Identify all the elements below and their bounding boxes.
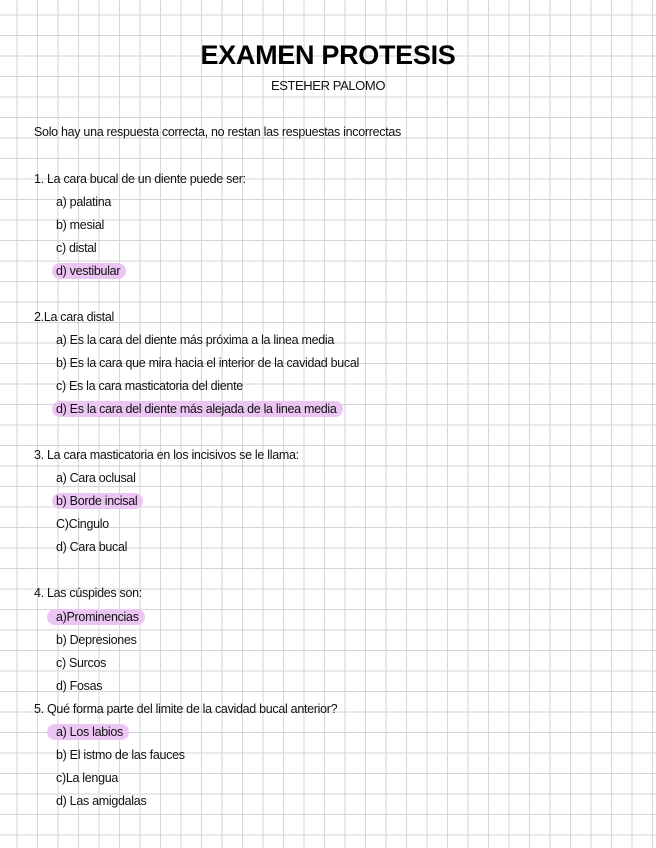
question-3-option-c[interactable]: [56, 516, 109, 532]
exam-author: ESTEHER PALOMO: [270, 78, 386, 93]
question-2-option-c[interactable]: [56, 378, 243, 394]
question-3-option-a[interactable]: [56, 470, 136, 486]
question-1-option-b[interactable]: [56, 217, 104, 233]
option-label: d) Cara bucal: [56, 540, 128, 554]
option-label-highlighted: d) Es la cara del diente más alejada de la linea media: [52, 401, 343, 417]
question-4-option-a[interactable]: [56, 609, 145, 625]
question-4-text: 4. Las cúspides son:: [34, 586, 142, 600]
question-2-option-a[interactable]: [56, 332, 334, 348]
option-label: b) Es la cara que mira hacia el interior de la cavidad bucal: [56, 356, 360, 370]
question-2-text: 2.La cara distal: [34, 310, 114, 324]
option-label: c) Es la cara masticatoria del diente: [56, 379, 243, 393]
option-label: a) Es la cara del diente más próxima a la linea media: [56, 333, 334, 347]
option-label: a) palatina: [56, 195, 112, 209]
exam-title: EXAMEN PROTESIS: [200, 40, 456, 70]
option-label: b) mesial: [56, 218, 105, 232]
question-2-option-b[interactable]: [56, 355, 359, 371]
question-5-option-b[interactable]: [56, 747, 185, 763]
question-1-option-a[interactable]: [56, 194, 111, 210]
option-label: c) distal: [56, 241, 97, 255]
question-4-option-c[interactable]: [56, 655, 106, 671]
option-label-highlighted: d) vestibular: [52, 263, 126, 279]
question-5-option-d[interactable]: [56, 793, 146, 809]
question-2-option-d[interactable]: [56, 401, 343, 417]
option-label: a) Cara oclusal: [56, 471, 136, 485]
option-label: C)Cingulo: [56, 517, 109, 531]
option-label: c)La lengua: [56, 771, 119, 785]
option-label: d) Fosas: [56, 679, 103, 693]
question-5-option-a[interactable]: [56, 724, 129, 740]
option-label: b) El istmo de las fauces: [56, 748, 185, 762]
option-label: c) Surcos: [56, 656, 107, 670]
option-label-highlighted: a) Los labios: [47, 724, 129, 740]
question-4-option-b[interactable]: [56, 632, 137, 648]
question-1-text: 1. La cara bucal de un diente puede ser:: [34, 172, 246, 186]
question-3-option-d[interactable]: [56, 539, 127, 555]
question-3-text: 3. La cara masticatoria en los incisivos se le llama:: [34, 448, 299, 462]
option-label-highlighted: b) Borde incisal: [52, 493, 143, 509]
question-1-option-c[interactable]: [56, 240, 96, 256]
exam-instructions: Solo hay una respuesta correcta, no restan las respuestas incorrectas: [34, 125, 402, 139]
question-5-text: 5. Qué forma parte del limite de la cavidad bucal anterior?: [34, 702, 338, 716]
option-label: d) Las amigdalas: [56, 794, 147, 808]
question-4-option-d[interactable]: [56, 678, 102, 694]
option-label-highlighted: a)Prominencias: [47, 609, 145, 625]
question-3-option-b[interactable]: [56, 493, 143, 509]
option-label: b) Depresiones: [56, 633, 137, 647]
question-5-option-c[interactable]: [56, 770, 118, 786]
question-1-option-d[interactable]: [56, 263, 126, 279]
